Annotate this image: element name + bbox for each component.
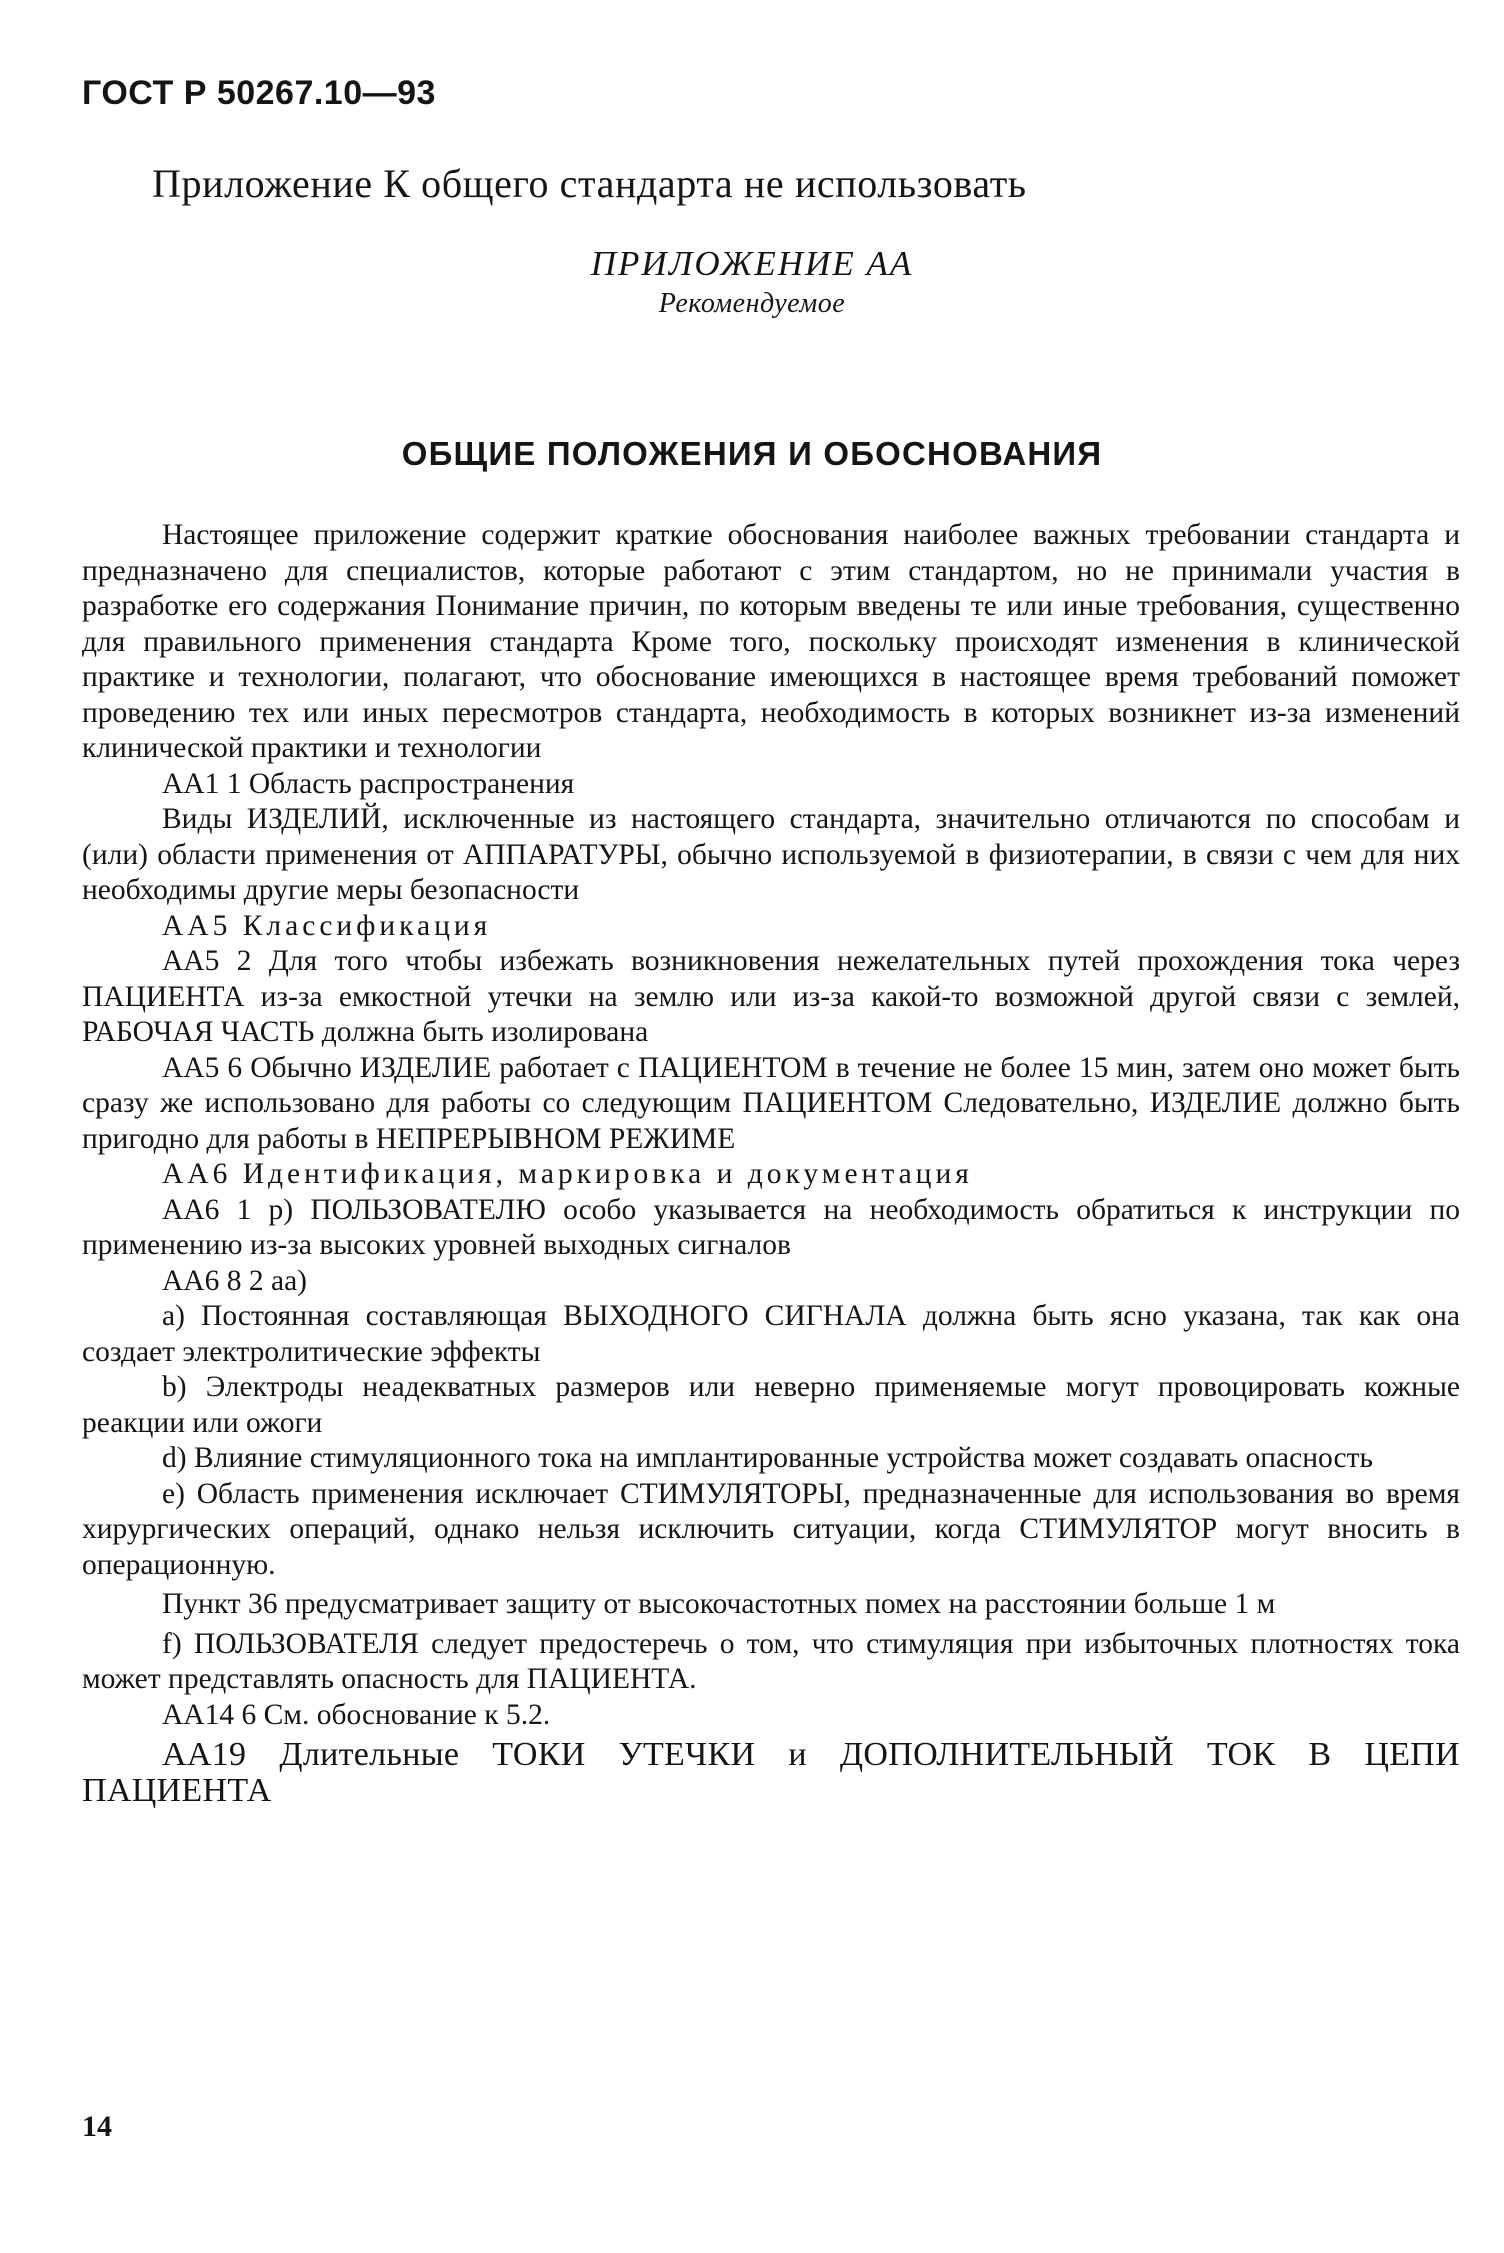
clause-heading: АА19 Длительные ТОКИ УТЕЧКИ и ДОПОЛНИТЕЛЬНЫЙ ТОК В ЦЕПИ ПАЦИЕНТА — [82, 1736, 1460, 1809]
body-text — [82, 518, 1460, 1808]
clause-heading: АА6 8 2 аа) — [162, 1264, 307, 1297]
clause-heading: АА5 Классификация — [162, 909, 492, 942]
paragraph: АА14 6 См. обоснование к 5.2. — [162, 1698, 551, 1731]
standard-code-header: ГОСТ Р 50267.10—93 — [82, 74, 436, 112]
section-title: ОБЩИЕ ПОЛОЖЕНИЯ И ОБОСНОВАНИЯ — [401, 435, 1103, 472]
page-number: 14 — [82, 2110, 112, 2143]
paragraph: АА5 2 Для того чтобы избежать возникновения нежелательных путей прохождения тока через ПАЦИЕНТА из-за емкостной утечки на землю или из-за какой-то возможной другой связи с землей, РАБОЧАЯ ЧАСТЬ должна быть изолирована — [82, 945, 1460, 1048]
list-item: f) ПОЛЬЗОВАТЕЛЯ следует предостеречь о том, что стимуляция при избыточных плотностях тока может представлять опасность для ПАЦИЕНТА. — [82, 1627, 1460, 1695]
list-item: е) Область применения исключает СТИМУЛЯТОРЫ, предназначенные для использования во время хирургических операций, однако нельзя исключить ситуации, когда СТИМУЛЯТОР могут вносить в операционную. — [82, 1477, 1460, 1581]
paragraph: АА6 1 р) ПОЛЬЗОВАТЕЛЮ особо указывается на необходимость обратиться к инструкции по применению из-за высоких уровней выходных сигналов — [82, 1193, 1460, 1261]
paragraph: Пункт 36 предусматривает защиту от высокочастотных помех на расстоянии больше 1 м — [162, 1588, 1276, 1620]
paragraph: АА5 6 Обычно ИЗДЕЛИЕ работает с ПАЦИЕНТОМ в течение не более 15 мин, затем оно может быть сразу же использовано для работы со следующим ПАЦИЕНТОМ Следовательно, ИЗДЕЛИЕ должно быть пригодно для работы в НЕПРЕРЫВНОМ РЕЖИМЕ — [82, 1051, 1460, 1155]
paragraph: Виды ИЗДЕЛИЙ, исключенные из настоящего стандарта, значительно отличаются по способам и (или) области применения от АППАРАТУРЫ, обычно используемой в физиотерапии, в связи с чем для них необходимы другие меры безопасности — [82, 803, 1460, 906]
clause-heading: АА1 1 Область распространения — [162, 767, 575, 800]
appendix-status: Рекомендуемое — [658, 288, 846, 319]
appendix-note: Приложение К общего стандарта не использовать — [152, 161, 1027, 206]
clause-heading: АА6 Идентификация, маркировка и документация — [162, 1158, 973, 1190]
list-item: а) Постоянная составляющая ВЫХОДНОГО СИГНАЛА должна быть ясно указана, так как она создает электролитические эффекты — [82, 1300, 1460, 1368]
list-item: b) Электроды неадекватных размеров или неверно применяемые могут провоцировать кожные реакции или ожоги — [82, 1371, 1460, 1439]
appendix-title: ПРИЛОЖЕНИЕ АА — [590, 244, 914, 283]
list-item: d) Влияние стимуляционного тока на имплантированные устройства может создавать опасность — [162, 1442, 1373, 1474]
paragraph-intro: Настоящее приложение содержит краткие обоснования наиболее важных требовании стандарта и предназначено для специалистов, которые работают с этим стандартом, но не принимали участия в разработке его содержания Понимание причин, по которым введены те или иные требования, существенно для правильного применения стандарта Кроме того, поскольку происходят изменения в клинической практике и технологии, полагают, что обоснование имеющихся в настоящее время требований поможет проведению тех или иных пересмотров стандарта, необходимость в которых возникнет из-за изменений клинической практики и технологии — [82, 519, 1460, 764]
